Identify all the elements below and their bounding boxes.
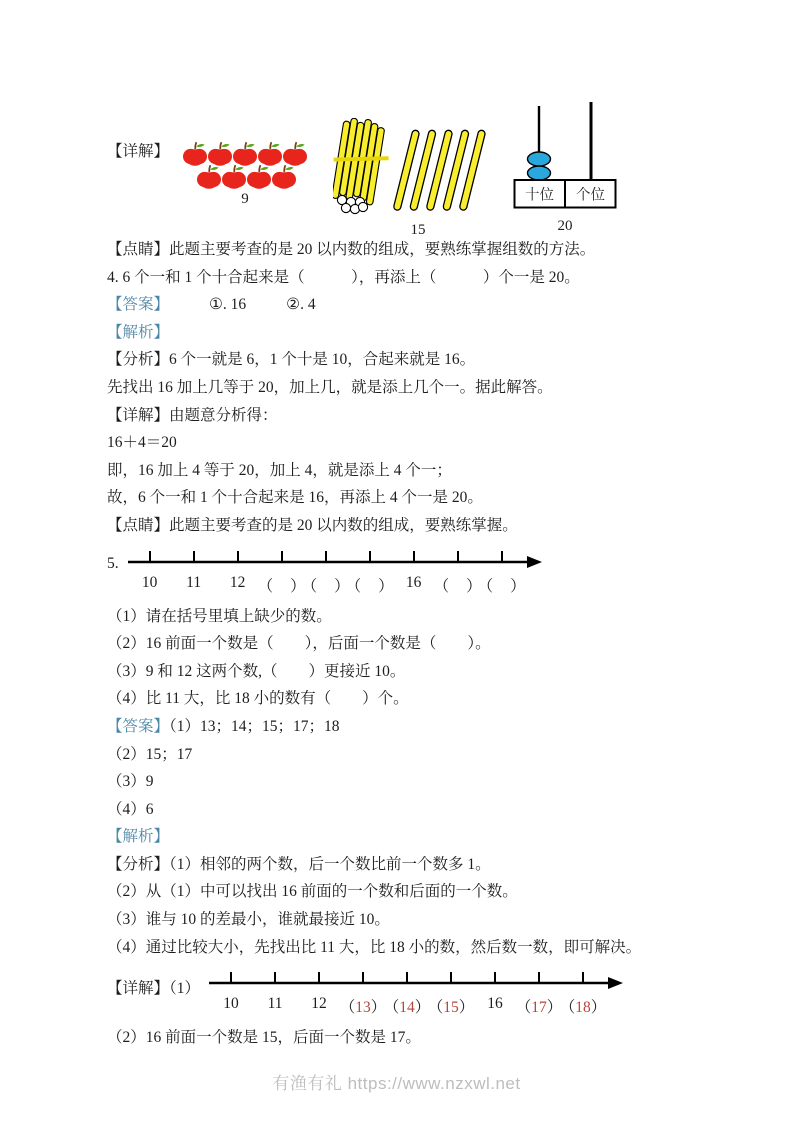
answer-item: ②. 4 (286, 296, 316, 314)
q4-analysis-line2: 先找出 16 加上几等于 20，加上几，就是添上几个一。据此解答。 (107, 378, 553, 396)
q5-sub-question: （4）比 11 大，比 18 小的数有（ ）个。 (107, 690, 409, 708)
detail-section-label: 【详解】 (107, 143, 170, 160)
sticks-group (333, 118, 503, 221)
loose-sticks-group (391, 124, 503, 216)
q5-analysis-lines (107, 878, 707, 961)
detail-label: 【详解】 (107, 406, 170, 424)
q4-answer-items (169, 296, 316, 313)
numberline-blank: （ ） (301, 577, 350, 595)
q4-detail-text: 由题意分析得： (169, 406, 278, 424)
numberline-tick-label: 10 (141, 573, 158, 591)
q4-detail-line (107, 402, 707, 430)
stick-bundle-icon (333, 118, 391, 221)
numberline-tick-label: 11 (267, 995, 283, 1013)
numberline-tick-label: 10 (223, 995, 239, 1013)
abacus-bead (528, 166, 551, 180)
abacus-count-caption: 20 (557, 218, 573, 234)
q5-answer-line: （2）15；17 (107, 745, 193, 763)
numberline-blank: （ ） (257, 577, 306, 595)
q5-answer-line: （4）6 (107, 800, 154, 818)
q4-equation: 16＋4＝20 (107, 434, 177, 452)
ones-place-label: 个位 (576, 187, 605, 204)
stick-bundle-group (333, 118, 391, 216)
analysis-label: 【分析】 (107, 855, 170, 873)
apple-icon (222, 163, 246, 190)
answer-label: 【答案】 (107, 717, 170, 735)
worksheet-content (107, 98, 707, 1052)
answer-label: 【答案】 (107, 296, 170, 314)
q4-answer-line (107, 291, 707, 319)
numberline-axis (209, 969, 623, 989)
abacus-figure (513, 102, 617, 234)
q5-sub-question: （3）9 和 12 这两个数,（ ）更接近 10。 (107, 662, 406, 680)
q5-answer-1: （1）13；14；15；17；18 (169, 717, 340, 735)
q5-detail-prefix (107, 976, 200, 998)
tens-beads (528, 152, 551, 180)
apple-icon (272, 163, 296, 190)
abacus-bead (528, 152, 551, 166)
q4-detail-line3: 故，6 个一和 1 个十合起来是 16，再添上 4 个一是 20。 (107, 489, 483, 507)
q5-sub-questions (107, 603, 707, 713)
apples-group (183, 140, 307, 190)
numberline-tick-label: 11 (186, 573, 202, 591)
tens-place-label: 十位 (525, 187, 554, 204)
numberline-blank: （ ） (433, 577, 482, 595)
q4-note-line (107, 512, 707, 540)
numberline-blank: （ ） (477, 577, 526, 595)
q5-answer-line: （3）9 (107, 773, 154, 791)
numberline-labels (128, 573, 542, 599)
apples-count-caption: 9 (241, 191, 249, 207)
q5-answers (107, 741, 707, 824)
q5-analysis-line (107, 851, 707, 879)
analysis-label: 【分析】 (107, 351, 170, 369)
place-value-abacus-icon (513, 102, 617, 212)
q5-answer-numberline (209, 969, 623, 1020)
q5-analysis-line: （4）通过比较大小，先找出比 11 大，比 18 小的数，然后数一数，即可解决。 (107, 938, 642, 956)
question-4-stem: 4. 6 个一和 1 个十合起来是（ ），再添上（ ）个一是 20。 (107, 268, 580, 286)
numberline-answer: （13） (339, 999, 387, 1017)
q5-analysis-header: 【解析】 (107, 828, 170, 846)
numberline-tick-label: 12 (229, 573, 246, 591)
sticks-figure (333, 118, 503, 238)
numberline-tick-label: 12 (311, 995, 327, 1013)
q5-analysis-line: （2）从（1）中可以找出 16 前面的一个数和后面的一个数。 (107, 883, 518, 901)
numberline-labels (209, 994, 623, 1020)
q5-detail-line2: （2）16 前面一个数是 15，后面一个数是 17。 (107, 1029, 421, 1047)
q4-analysis-header: 【解析】 (107, 323, 170, 341)
numberline-answer: （14） (383, 999, 431, 1017)
sticks-count-caption: 15 (410, 222, 426, 238)
q4-analysis-text: 6 个一就是 6，1 个十是 10，合起来就是 16。 (169, 351, 476, 369)
apple-icon (197, 163, 221, 190)
numberline-answer: （17） (515, 999, 563, 1017)
q4-detail-line2: 即，16 加上 4 等于 20，加上 4，就是添上 4 个一； (107, 461, 452, 479)
numberline-answer: （18） (559, 999, 607, 1017)
q5-detail-sub-number: （1） (169, 980, 201, 998)
site-watermark: 有渔有礼 https://www.nzxwl.net (272, 1074, 521, 1093)
answer-item: ①. 16 (209, 296, 247, 314)
apples-figure (183, 140, 307, 207)
q5-answer-line (107, 713, 707, 741)
q5-numberline-row (107, 548, 707, 600)
note-label: 【点睛】 (107, 516, 170, 534)
q5-numberline (128, 548, 542, 599)
numberline-tick-label: 16 (487, 995, 503, 1013)
numberline-tick-label: 16 (405, 573, 422, 591)
loose-sticks-icon (391, 124, 503, 221)
numberline-axis (128, 548, 542, 568)
q5-analysis-1: （1）相邻的两个数，后一个数比前一个数多 1。 (169, 855, 491, 873)
q5-analysis-line: （3）谁与 10 的差最小，谁就最接近 10。 (107, 911, 390, 929)
detail-label: 【详解】 (107, 980, 170, 998)
numberline-answer: （15） (427, 999, 475, 1017)
numberline-blank: （ ） (345, 577, 394, 595)
q5-sub-question: （1）请在括号里填上缺少的数。 (107, 607, 332, 625)
q5-sub-question: （2）16 前面一个数是（ ），后面一个数是（ ）。 (107, 635, 491, 653)
question-5-number: 5. (107, 554, 119, 572)
q4-note-text: 此题主要考查的是 20 以内数的组成，要熟练掌握。 (169, 516, 518, 534)
q5-answer-numberline-row (107, 969, 707, 1021)
figure-row (107, 98, 707, 238)
apple-icon (247, 163, 271, 190)
q4-analysis-line (107, 346, 707, 374)
q3-note: 【点睛】此题主要考查的是 20 以内数的组成，要熟练掌握组数的方法。 (107, 241, 596, 258)
